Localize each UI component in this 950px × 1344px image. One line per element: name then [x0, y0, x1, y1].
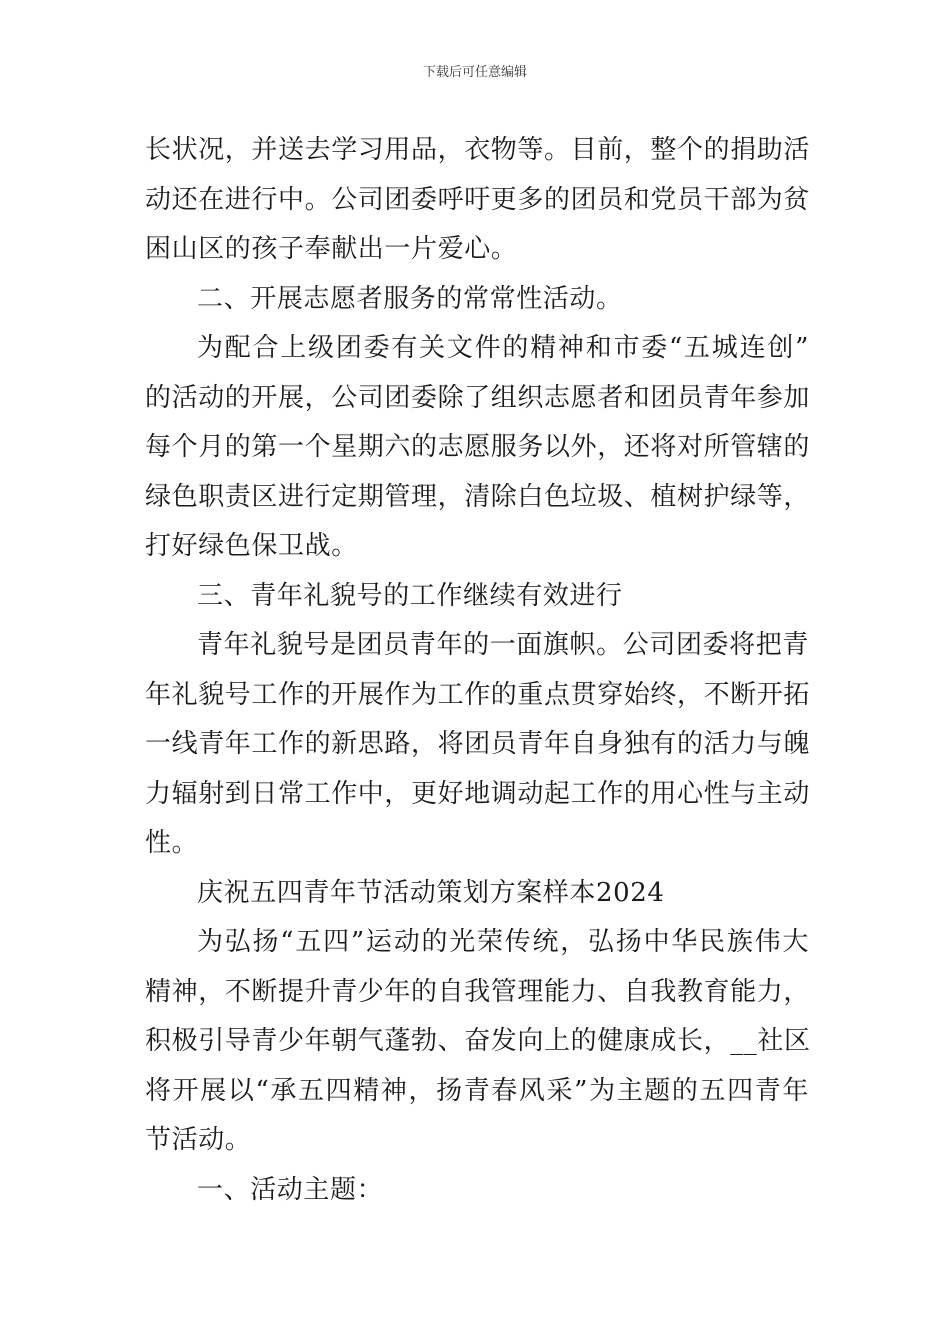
- text-line: 年礼貌号工作的开展作为工作的重点贯穿始终，不断开拓: [145, 679, 811, 710]
- text-line: 长状况，并送去学习用品，衣物等。目前，整个的捐助活: [145, 135, 811, 165]
- text-line: 二、开展志愿者服务的常常性活动。: [197, 283, 623, 314]
- text-line: 一线青年工作的新思路，将团员青年自身独有的活力与魄: [145, 729, 811, 759]
- text-line: 动还在进行中。公司团委呼吁更多的团员和党员干部为贫: [145, 184, 811, 215]
- text-line: 青年礼貌号是团员青年的一面旗帜。公司团委将把青: [197, 630, 809, 660]
- text-line: 将开展以“承五四精神，扬青春风采”为主题的五四青年: [145, 1075, 809, 1106]
- text-line: 困山区的孩子奉献出一片爱心。: [145, 234, 518, 264]
- text-line: 的活动的开展，公司团委除了组织志愿者和团员青年参加: [145, 382, 811, 413]
- text-line: 打好绿色保卫战。: [145, 531, 358, 561]
- text-line: 为弘扬“五四”运动的光荣传统，弘扬中华民族伟大: [197, 927, 809, 957]
- text-line: 力辐射到日常工作中，更好地调动起工作的用心性与主动: [145, 778, 811, 809]
- text-line: 绿色职责区进行定期管理，清除白色垃圾、植树护绿等，: [145, 481, 811, 512]
- text-line: 精神，不断提升青少年的自我管理能力、自我教育能力，: [145, 976, 811, 1007]
- text-line: 积极引导青少年朝气蓬勃、奋发向上的健康成长，__社区: [145, 1026, 811, 1056]
- text-line: 性。: [145, 828, 199, 858]
- text-line: 三、青年礼貌号的工作继续有效进行: [197, 580, 623, 611]
- text-line: 每个月的第一个星期六的志愿服务以外，还将对所管辖的: [145, 432, 811, 462]
- text-line: 一、活动主题：: [197, 1174, 384, 1205]
- text-line: 为配合上级团委有关文件的精神和市委“五城连创”: [197, 333, 809, 363]
- text-line: 庆祝五四青年节活动策划方案样本2024: [197, 877, 665, 908]
- page-header: 下载后可任意编辑: [422, 65, 527, 80]
- text-line: 节活动。: [145, 1125, 252, 1155]
- document-body: [145, 126, 809, 1215]
